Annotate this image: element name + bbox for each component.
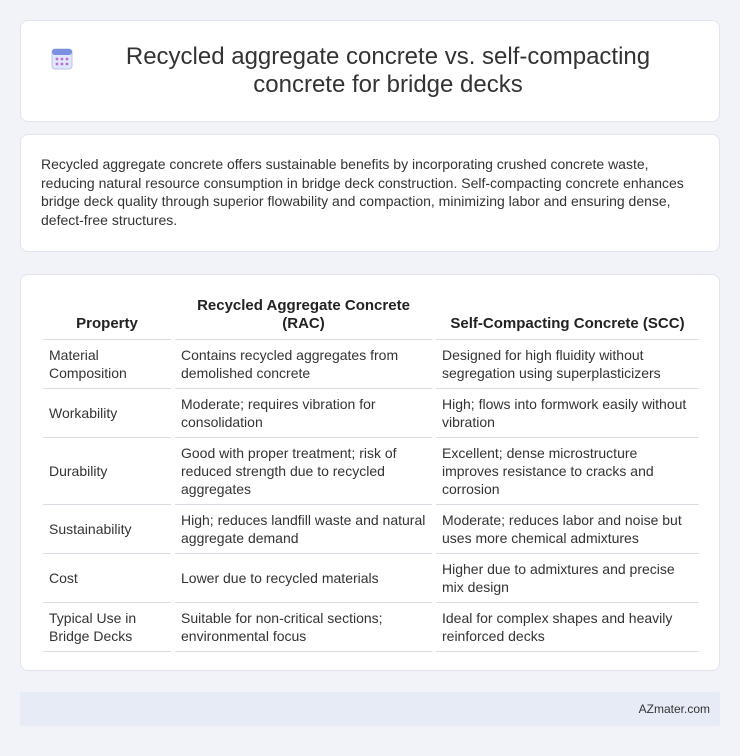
row-property: Typical Use in Bridge Decks [43, 603, 173, 652]
row-scc-value: High; flows into formwork easily without vibration [434, 389, 699, 438]
row-property: Sustainability [43, 505, 173, 554]
page-title: Recycled aggregate concrete vs. self-compacting concrete for bridge decks [125, 43, 651, 98]
title-wrap [21, 43, 719, 99]
footer-brand[interactable]: AZmater.com [638, 702, 710, 716]
row-scc-value: Higher due to admixtures and precise mix design [434, 554, 699, 603]
table-row [43, 554, 699, 603]
table-row [43, 603, 699, 652]
comparison-table [43, 295, 699, 652]
column-header-property: Property [43, 295, 173, 340]
row-rac-value: Lower due to recycled materials [173, 554, 434, 603]
intro-card [20, 134, 720, 252]
row-rac-value: Suitable for non-critical sections; environmental focus [173, 603, 434, 652]
column-header-scc: Self-Compacting Concrete (SCC) [434, 295, 699, 340]
row-scc-value: Designed for high fluidity without segregation using superplasticizers [434, 340, 699, 389]
table-row [43, 505, 699, 554]
column-header-rac: Recycled Aggregate Concrete (RAC) [173, 295, 434, 340]
row-property: Workability [43, 389, 173, 438]
row-rac-value: Contains recycled aggregates from demolished concrete [173, 340, 434, 389]
row-scc-value: Moderate; reduces labor and noise but uses more chemical admixtures [434, 505, 699, 554]
table-row [43, 340, 699, 389]
row-property: Cost [43, 554, 173, 603]
row-property: Material Composition [43, 340, 173, 389]
intro-paragraph: Recycled aggregate concrete offers sustainable benefits by incorporating crushed concrete waste, reducing natural resource consumption in bridge deck construction. Self-compacting concrete enhances bridge deck quality through superior flowability and compaction, minimizing labor and ensuring dense, defect-free structures. [41, 156, 684, 228]
table-row [43, 438, 699, 505]
row-property: Durability [43, 438, 173, 505]
table-header-row [43, 295, 699, 340]
row-rac-value: High; reduces landfill waste and natural aggregate demand [173, 505, 434, 554]
row-rac-value: Moderate; requires vibration for consolidation [173, 389, 434, 438]
footer-bar [20, 692, 720, 726]
row-rac-value: Good with proper treatment; risk of reduced strength due to recycled aggregates [173, 438, 434, 505]
table-row [43, 389, 699, 438]
comparison-table-card [20, 274, 720, 671]
calendar-icon [51, 47, 73, 71]
row-scc-value: Ideal for complex shapes and heavily reinforced decks [434, 603, 699, 652]
row-scc-value: Excellent; dense microstructure improves resistance to cracks and corrosion [434, 438, 699, 505]
title-card [20, 20, 720, 122]
